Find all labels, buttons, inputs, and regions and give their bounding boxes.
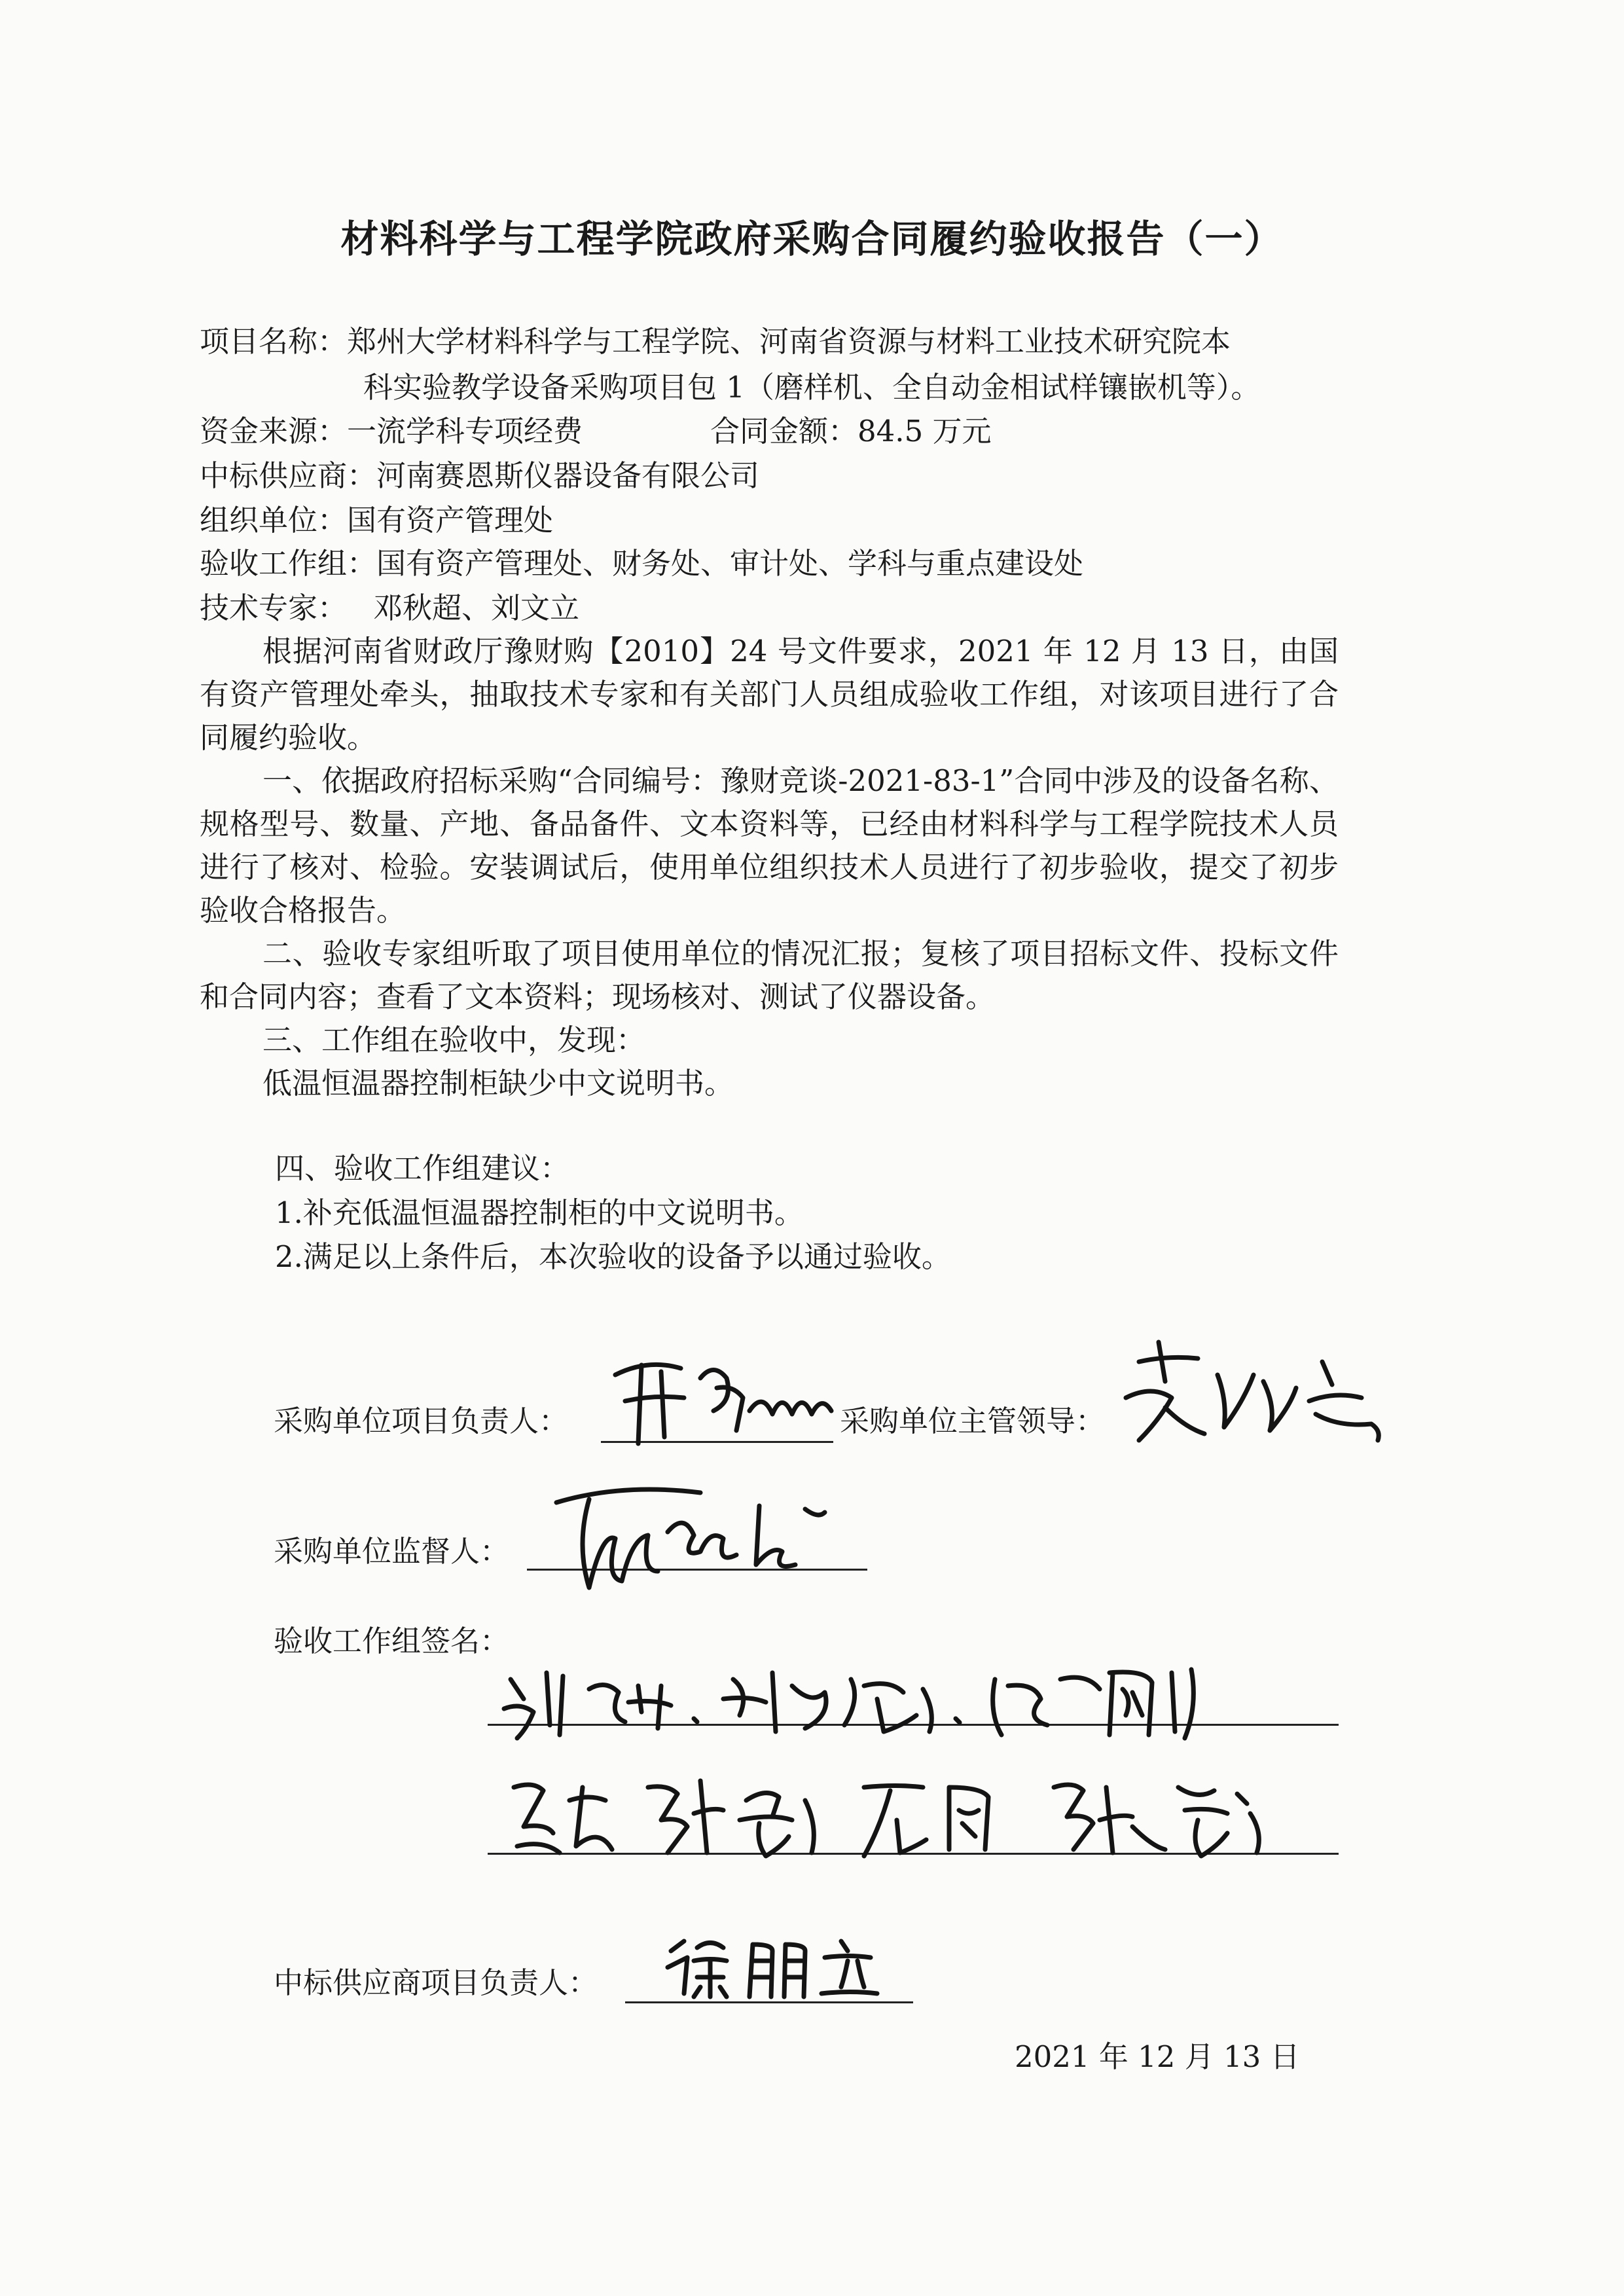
- fund-value: 一流学科专项经费: [347, 414, 583, 448]
- supervising-leader-label: 采购单位主管领导：: [840, 1404, 1106, 1438]
- work-group-signature-row-1: [497, 1653, 1283, 1745]
- fund-row: [200, 414, 583, 449]
- supplier-value: 河南赛恩斯仪器设备有限公司: [376, 458, 760, 493]
- project-lead-label: 采购单位项目负责人：: [274, 1404, 569, 1438]
- expert-row: [200, 591, 579, 626]
- document-title: 材料科学与工程学院政府采购合同履约验收报告（一）: [340, 217, 1284, 261]
- report-date: 2021 年 12 月 13 日: [1015, 2039, 1300, 2074]
- organizer-row: [200, 503, 553, 538]
- organizer-label: 组织单位：: [200, 503, 348, 538]
- project-name-line1: 郑州大学材料科学与工程学院、河南省资源与材料工业技术研究院本: [347, 324, 1231, 359]
- supplier-label: 中标供应商：: [200, 458, 377, 493]
- supplier-lead-signature: [661, 1931, 897, 2003]
- supervising-leader-signature: [1113, 1336, 1388, 1450]
- supplier-row: [200, 458, 759, 494]
- work-group-sign-label: 验收工作组签名：: [274, 1624, 510, 1658]
- report-body: [200, 630, 1339, 1105]
- section-1-paragraph: 一、依据政府招标采购“合同编号：豫财竞谈-2021-83-1”合同中涉及的设备名称、规格型号、数量、产地、备品备件、文本资料等，已经由材料科学与工程学院技术人员进行了核对、检验。安装调试后，使用单位组织技术人员进行了初步验收，提交了初步验收合格报告。: [200, 763, 1339, 928]
- expert-value: 邓秋超、刘文立: [373, 591, 580, 625]
- project-name-line2: 科实验教学设备采购项目包 1（磨样机、全自动金相试样镶嵌机等）。: [363, 370, 1261, 405]
- intro-paragraph: 根据河南省财政厅豫财购【2010】24 号文件要求，2021 年 12 月 13 日，由国有资产管理处牵头，抽取技术专家和有关部门人员组成验收工作组，对该项目进行了合同履约验收。: [200, 634, 1339, 755]
- auditor-label: 采购单位监督人：: [274, 1534, 510, 1569]
- project-name-label: 项目名称：: [200, 324, 348, 359]
- section-2-paragraph: 二、验收专家组听取了项目使用单位的情况汇报；复核了项目招标文件、投标文件和合同内容；查看了文本资料；现场核对、测试了仪器设备。: [200, 936, 1339, 1014]
- section-4-title: 四、验收工作组建议：: [275, 1151, 570, 1186]
- auditor-signature: [543, 1473, 857, 1597]
- organizer-value: 国有资产管理处: [347, 503, 554, 538]
- project-name-row: [200, 324, 1231, 359]
- project-lead-signature: [602, 1339, 838, 1453]
- expert-label: 技术专家：: [200, 591, 348, 625]
- work-group-signature-row-2: [497, 1761, 1316, 1866]
- fund-label: 资金来源：: [200, 414, 348, 448]
- section-4-item-1: 1.补充低温恒温器控制柜的中文说明书。: [275, 1195, 804, 1230]
- amount-value: 84.5 万元: [857, 414, 992, 448]
- work-group-label: 验收工作组：: [200, 546, 377, 581]
- supplier-lead-label: 中标供应商项目负责人：: [274, 1965, 598, 2000]
- section-3-title: 三、工作组在验收中，发现：: [262, 1023, 646, 1057]
- amount-label: 合同金额：: [710, 414, 858, 448]
- work-group-value: 国有资产管理处、财务处、审计处、学科与重点建设处: [376, 546, 1084, 581]
- section-3-finding: 低温恒温器控制柜缺少中文说明书。: [262, 1066, 734, 1101]
- amount-row: [710, 414, 992, 449]
- section-4-item-2: 2.满足以上条件后，本次验收的设备予以通过验收。: [275, 1239, 951, 1274]
- work-group-row: [200, 546, 1083, 581]
